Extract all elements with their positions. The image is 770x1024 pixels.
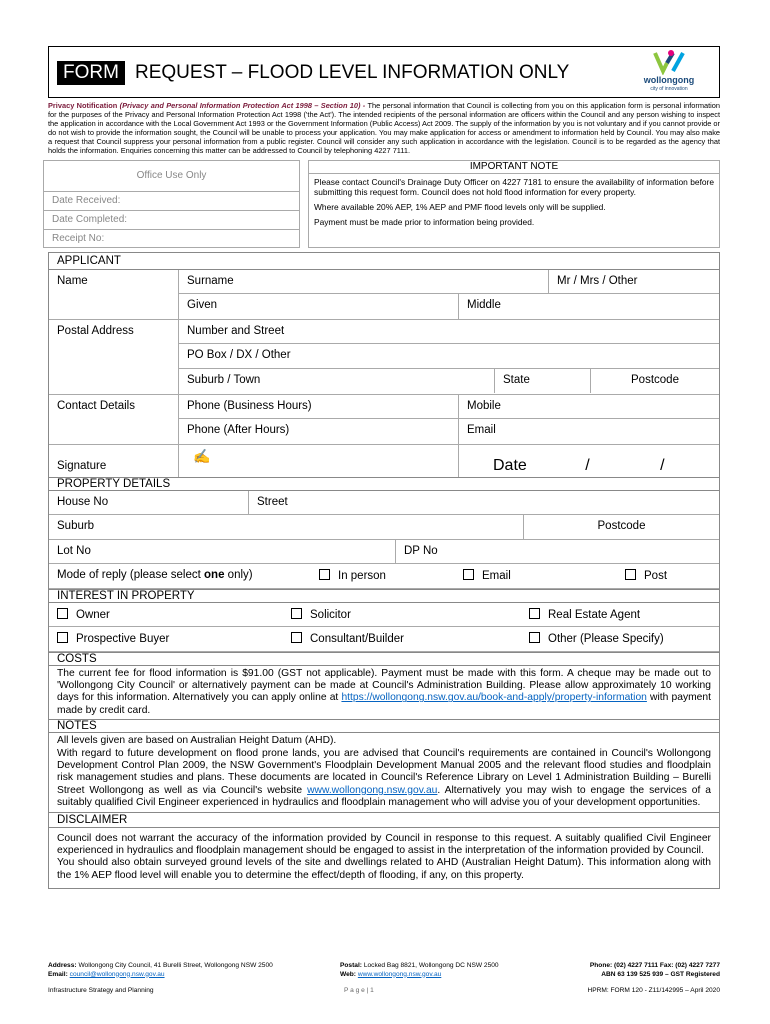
reply-label [49,564,311,588]
office-use-box [43,160,300,248]
costs-heading: COSTS [49,652,719,666]
notes-text [49,733,719,811]
costs-link[interactable]: https://wollongong.nsw.gov.au/book-and-apply/property-information [341,692,647,704]
lot-field[interactable]: Lot No [49,540,396,564]
address-value: Wollongong City Council, 41 Burelli Street, Wollongong NSW 2500 [78,962,273,969]
office-title: Office Use Only [44,161,299,192]
reply-post: only) [224,569,253,582]
solicitor-checkbox[interactable] [291,608,302,619]
notes-p2-body: With regard to future development on flood prone lands, you are advised that Council's requirements are contained in Council's Wollongong Development Control Plan 2009, the NSW Government's Floodplain Development Manual 2005 and the relevant flood studies and floodplain risk management studies and plans. These documents are located in Council's Reference Library on Level 1 Administration Building – Burelli Street Wollongong as well as via Council's website [57,747,711,796]
form-page [48,46,720,889]
reply-pre: Mode of reply (please select [57,569,205,582]
mobile-field[interactable]: Mobile [467,399,501,412]
wollongong-logo [633,49,705,97]
owner-option[interactable] [49,603,283,627]
postcode-field[interactable]: Postcode [631,373,679,386]
date-slash-1: / [585,456,590,474]
agent-label: Real Estate Agent [548,608,641,621]
date-label: Date [493,456,527,474]
given-field[interactable]: Given [179,294,459,319]
privacy-body: The personal information that Council is collecting from you on this application form is personal information for the purposes of the Privacy and Personal Information Protection Act 1998 ('the Act'). The intended recipients of the personal information are officers within the Council and any person wishing to inspect the application in accordance with the Local Government Act 1993 or the Government Information (Public Access) Act 2009. The supply of the information by you is not voluntary and if you cannot provide or do not wish to provide the information sought, the Council will be unable to process your application. You may make application for access or amendment to information held by Council. You may also make a request that Council suppress your personal information from a public register. Council will consider any such application in accordance with the legislation. Council is to be regarded as the agency that holds the information. Enquiries concerning this matter can be addressed to Council by telephoning 4227 7111. [48,101,721,156]
suburb-field[interactable]: Suburb / Town [179,369,495,394]
postal-label: Postal Address [49,320,179,394]
notes-heading: NOTES [49,719,719,733]
other-option[interactable] [521,627,719,651]
property-suburb-field[interactable]: Suburb [49,515,524,539]
note-p2: Where available 20% AEP, 1% AEP and PMF flood levels only will be supplied. [314,202,606,213]
buyer-option[interactable] [49,627,283,651]
note-p3: Payment must be made prior to information being provided. [314,216,535,227]
footer-dept: Infrastructure Strategy and Planning [48,987,154,994]
phone-ah-field[interactable]: Phone (After Hours) [179,419,459,444]
reply-email[interactable] [455,564,617,588]
property-postcode-field[interactable]: Postcode [597,520,646,533]
notes-p2-tail: . Alternatively you may wish to engage the services of a suitably qualified Civil Engineer experienced in hydraulics and floodplain management who will advise you of your development opportunities. [57,784,712,809]
logo-mark-icon [633,49,705,75]
postal-label: Postal: [340,962,362,969]
property-suburb-row [49,515,719,540]
house-no-field[interactable]: House No [49,491,249,515]
privacy-lead: Privacy Notification [48,101,118,110]
owner-checkbox[interactable] [57,608,68,619]
signature-icon: ✍ [193,447,211,464]
name-label: Name [49,270,179,319]
costs-tail: with payment made by credit card. [57,692,711,716]
applicant-heading: APPLICANT [49,252,719,270]
form-header [48,46,720,98]
footer-web-link[interactable]: www.wollongong.nsw.gov.au [357,970,442,978]
phone-value: Phone: (02) 4227 7111 Fax: (02) 4227 7277 [589,962,720,969]
logo-name: wollongong [643,75,695,85]
postal-value: Locked Bag 8821, Wollongong DC NSW 2500 [363,962,499,969]
office-note-row [48,160,720,248]
buyer-label: Prospective Buyer [76,633,170,646]
interest-row-1 [49,603,719,628]
middle-field[interactable]: Middle [467,299,501,312]
email-checkbox[interactable] [463,569,474,580]
contact-label: Contact Details [49,395,179,444]
important-note-box [308,160,720,248]
agent-checkbox[interactable] [529,608,540,619]
solicitor-option[interactable] [283,603,521,627]
house-row [49,491,719,516]
given-row [179,294,719,319]
email-field[interactable]: Email [467,424,496,437]
surname-row [179,270,719,295]
web-label: Web: [340,970,356,978]
address-label: Address: [48,962,77,969]
in-person-label: In person [338,570,386,583]
street-row [179,320,719,345]
footer-contact [590,962,720,979]
surname-field[interactable]: Surname [179,270,549,294]
email-label-footer: Email: [48,970,68,978]
signature-label: Signature [49,445,179,477]
disclaimer-text [49,828,719,889]
phone-ah-row [179,419,719,444]
receipt-no-field[interactable]: Receipt No: [52,232,105,244]
costs-body: The current fee for flood information is $91.00 (GST not applicable). Payment must be made with this form. A cheque may be made out to 'Wollongong City Council' or alternatively payment can be made at Council's Administration Building. Please allow approximately 10 working days for this information. Alternatively you can apply online at [57,667,711,704]
in-person-checkbox[interactable] [319,569,330,580]
costs-text [49,666,719,720]
lot-row [49,540,719,565]
reply-bold: one [204,569,225,582]
footer-address [48,962,273,979]
reply-row [49,564,719,589]
interest-heading: INTEREST IN PROPERTY [49,589,719,603]
phone-bh-field[interactable]: Phone (Business Hours) [179,395,459,419]
date-completed-field[interactable]: Date Completed: [44,211,299,230]
form-title: REQUEST – FLOOD LEVEL INFORMATION ONLY [135,62,570,83]
post-label: Post [644,570,668,583]
footer-email-link[interactable]: council@wollongong.nsw.gov.au [69,970,165,978]
solicitor-label: Solicitor [310,608,351,621]
builder-label: Consultant/Builder [310,633,404,646]
form-tag: FORM [57,61,125,85]
logo-tagline: city of innovation [650,86,688,92]
date-slash-2: / [660,456,665,474]
reply-in-person[interactable] [311,564,455,588]
applicant-section [48,252,720,890]
abn-value: ABN 63 139 525 939 – GST Registered [601,970,720,978]
form-reference: HPRM: FORM 120 - Z11/142995 – April 2020 [587,987,720,994]
date-received-field[interactable]: Date Received: [44,192,299,211]
signature-field[interactable] [179,445,459,477]
po-row [179,344,719,369]
note-p1: Please contact Council's Drainage Duty Officer on 4227 7181 to ensure the availability of information before submitting this request form. Council does not hold flood information for every property. [314,176,714,198]
dp-field[interactable]: DP No [404,544,438,557]
other-label: Other (Please Specify) [548,633,664,646]
disclaimer-heading: DISCLAIMER [49,812,719,828]
notes-link[interactable]: www.wollongong.nsw.gov.au [307,784,438,796]
page-number: P a g e | 1 [344,987,374,994]
builder-checkbox[interactable] [291,632,302,643]
interest-row-2 [49,627,719,652]
disclaimer-p2: You should also obtain surveyed ground levels of the site and dwellings related to AHD (Australian Height Datum). This information along with the 1% AEP flood level will enable you to determine the effect/depth of flooding, if any, on this property. [57,857,711,881]
phone-bh-row [179,395,719,420]
notes-p1: All levels given are based on Australian Height Datum (AHD). [57,735,337,747]
footer-postal [340,962,499,979]
note-title: IMPORTANT NOTE [309,161,719,174]
street-field[interactable]: Number and Street [187,324,285,337]
date-field[interactable] [459,445,719,477]
email-label: Email [482,570,511,583]
other-checkbox[interactable] [529,632,540,643]
owner-label: Owner [76,608,110,621]
state-field[interactable]: State [495,369,591,394]
buyer-checkbox[interactable] [57,632,68,643]
privacy-act: (Privacy and Personal Information Protection Act 1998 – Section 10) - [119,101,366,110]
post-checkbox[interactable] [625,569,636,580]
agent-option[interactable] [521,603,719,627]
property-heading: PROPERTY DETAILS [49,477,719,491]
po-field[interactable]: PO Box / DX / Other [187,349,291,362]
privacy-notification [48,101,720,156]
builder-option[interactable] [283,627,521,651]
notes-p2 [57,748,711,810]
suburb-row [179,369,719,394]
title-field[interactable]: Mr / Mrs / Other [557,274,638,287]
property-street-field[interactable]: Street [257,495,288,508]
reply-post[interactable] [617,564,719,588]
disclaimer-p1: Council does not warrant the accuracy of the information provided by Council in response to this request. A suitably qualified Civil Engineer experienced in hydraulics and floodplain management should be engaged to assist in the interpretation of the information provided by Council. [57,832,711,857]
